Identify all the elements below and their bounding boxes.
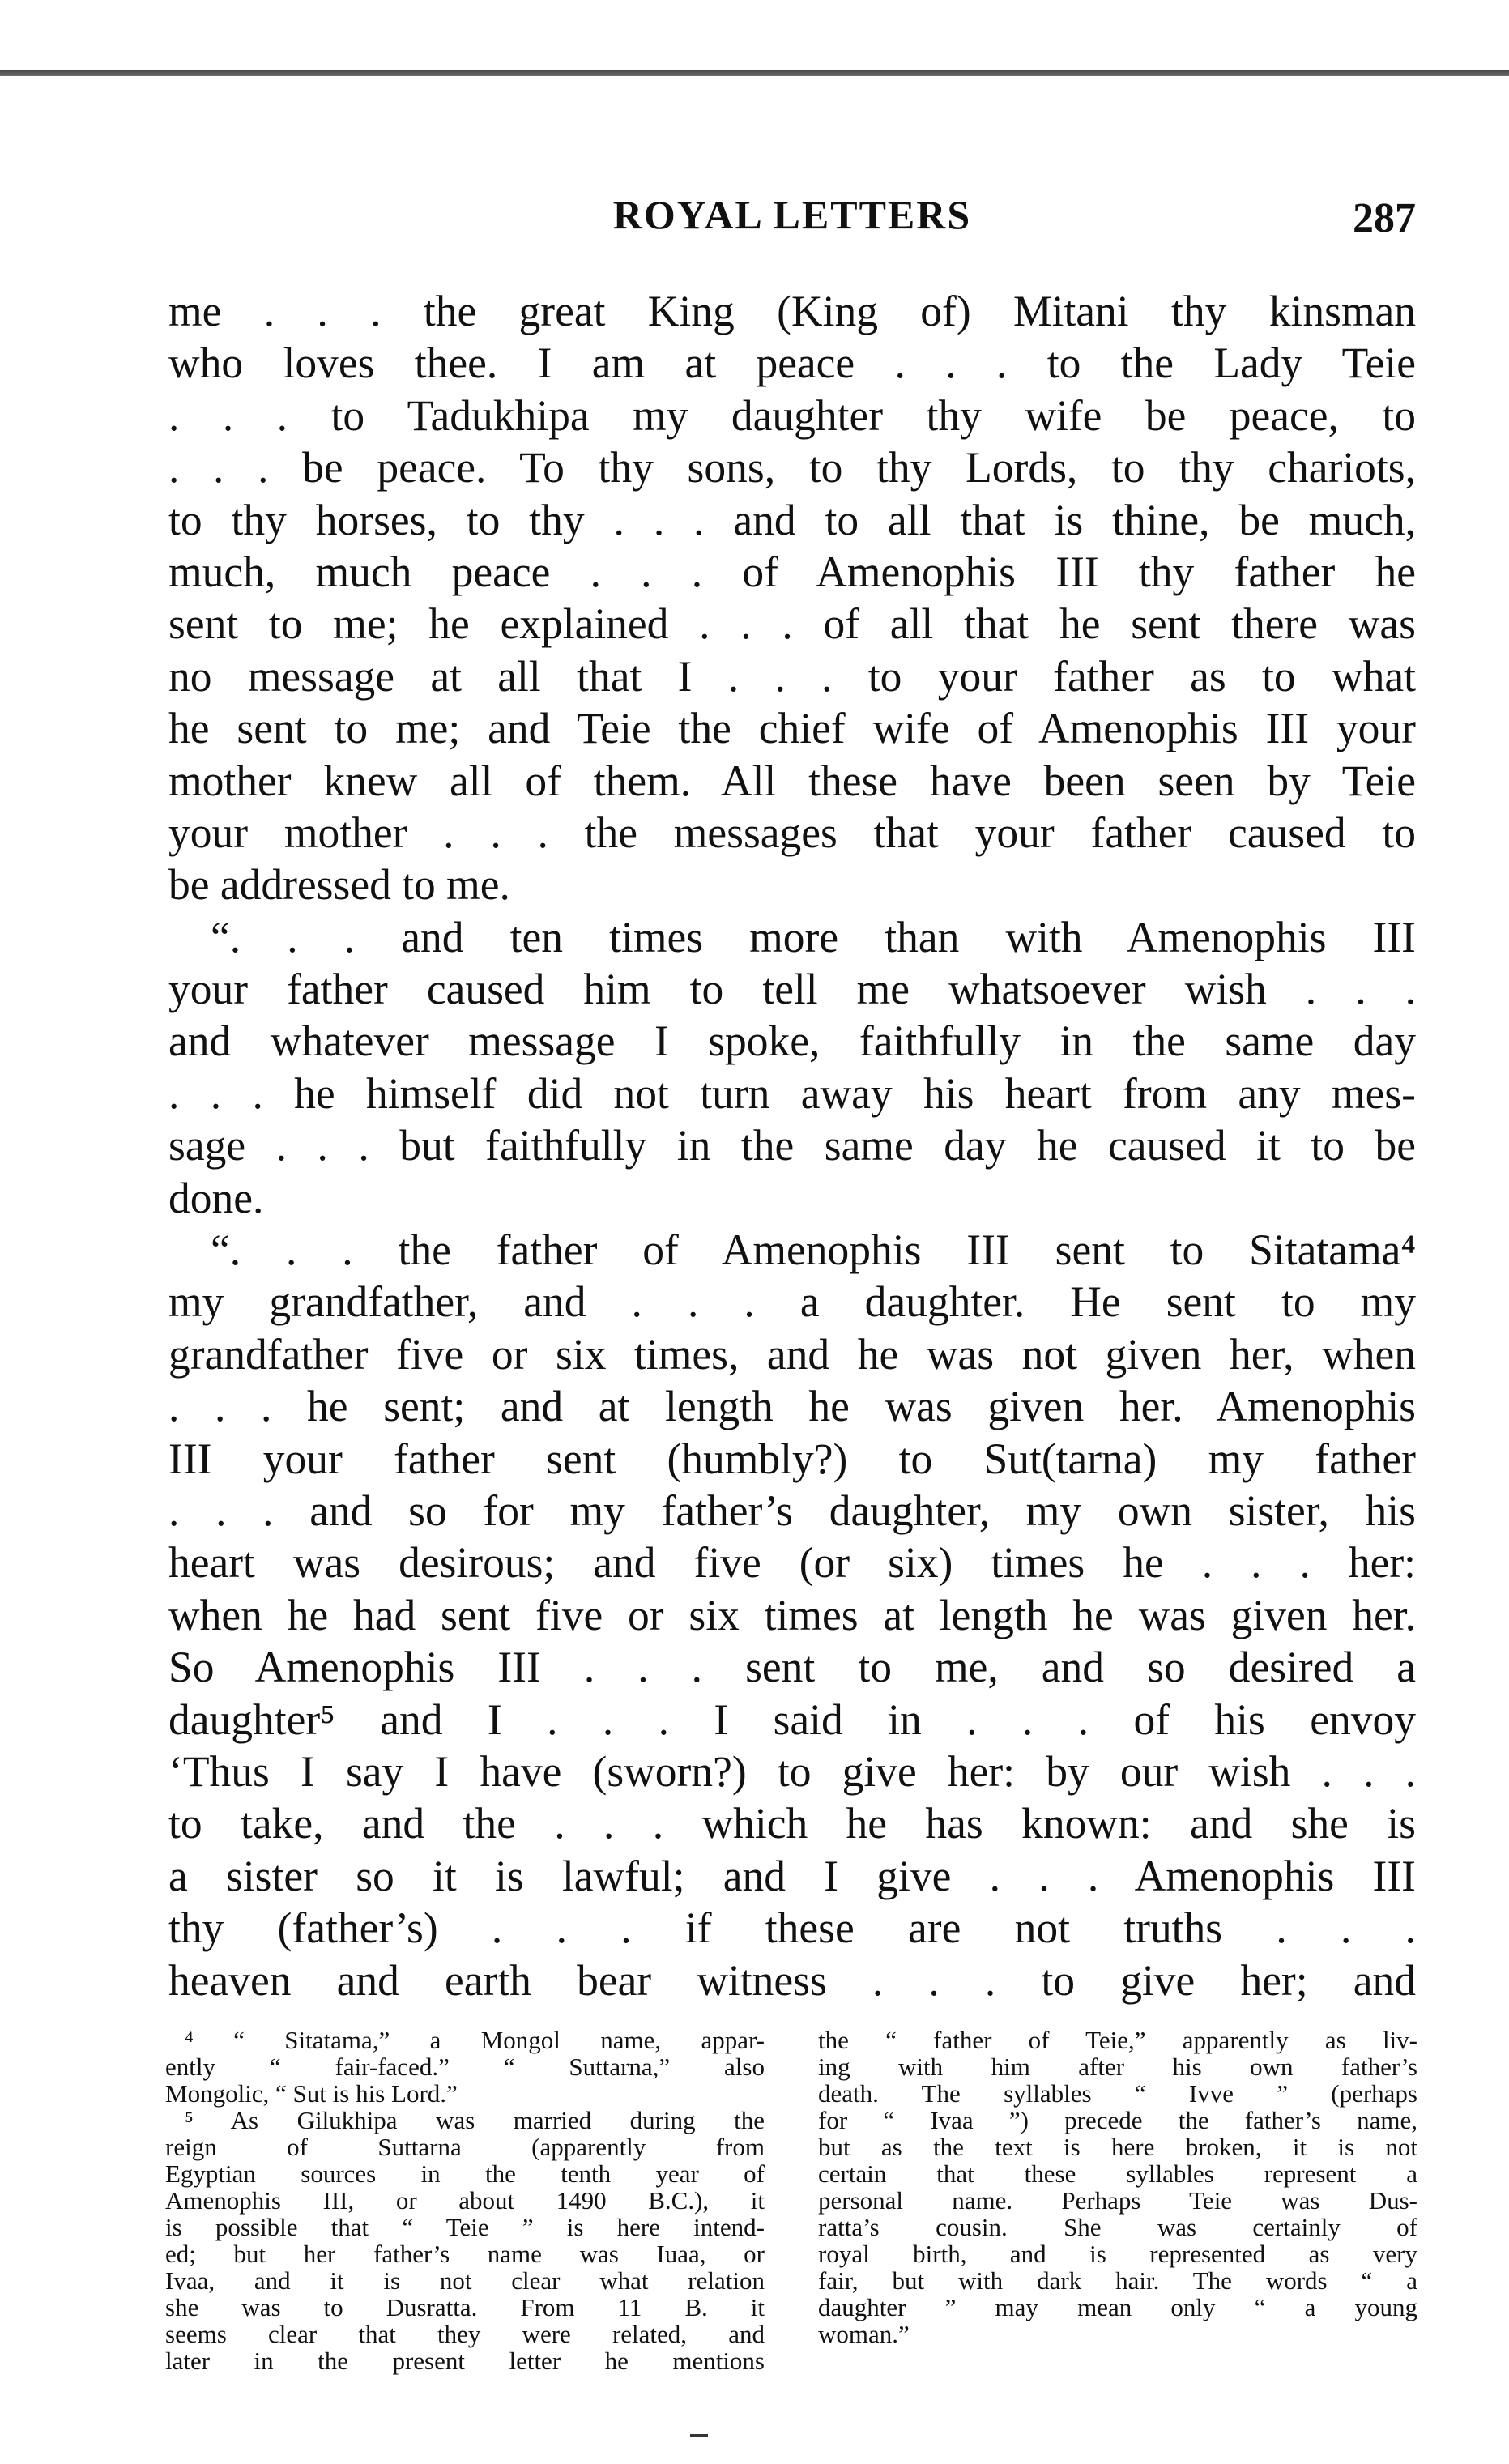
text-line: III your father sent (humbly?) to Sut(tarna) my father — [168, 1434, 1416, 1483]
text-line: mother knew all of them. All these have been seen by Teie — [168, 756, 1416, 805]
footnote-line: fair, but with dark hair. The words “ a — [818, 2266, 1417, 2295]
text-line: heart was desirous; and five (or six) times he . . . her: — [168, 1538, 1416, 1588]
footnotes-right-column — [818, 2027, 1417, 2347]
text-line: no message at all that I . . . to your father as to what — [168, 651, 1416, 701]
footnote-line: Egyptian sources in the tenth year of — [165, 2159, 765, 2188]
text-line: your father caused him to tell me whatsoever wish . . . — [168, 965, 1416, 1014]
footnote-line: Ivaa, and it is not clear what relation — [165, 2266, 765, 2295]
text-line: to take, and the . . . which he has known: and she is — [168, 1799, 1416, 1848]
text-line: who loves thee. I am at peace . . . to the Lady Teie — [168, 339, 1416, 388]
footnote-line: Amenophis III, or about 1490 B.C.), it — [165, 2186, 765, 2215]
footnote-line: daughter ” may mean only “ a young — [818, 2293, 1417, 2321]
footnote-line: certain that these syllables represent a — [818, 2159, 1417, 2188]
text-line: me . . . the great King (King of) Mitani thy kinsman — [168, 287, 1416, 335]
text-line: be addressed to me. — [168, 860, 510, 910]
text-line: and whatever message I spoke, faithfully in the same day — [168, 1017, 1416, 1066]
footnote-line: ⁴ “ Sitatama,” a Mongol name, appar- — [185, 2026, 765, 2054]
footnote-line: but as the text is here broken, it is not — [818, 2133, 1417, 2161]
text-line: ‘Thus I say I have (sworn?) to give her: by our wish . . . — [168, 1746, 1416, 1796]
text-line: . . . he himself did not turn away his heart from any mes- — [168, 1068, 1416, 1118]
text-line: thy (father’s) . . . if these are not truths . . . — [168, 1903, 1416, 1953]
page-number: 287 — [1353, 195, 1416, 241]
footnote-line: later in the present letter he mentions — [165, 2347, 765, 2375]
text-line: . . . to Tadukhipa my daughter thy wife be peace, to — [168, 390, 1416, 440]
text-line: . . . be peace. To thy sons, to thy Lords, to thy chariots, — [168, 443, 1416, 492]
footnote-line: personal name. Perhaps Teie was Dus- — [818, 2186, 1417, 2215]
body-text — [168, 285, 1416, 2006]
footnotes-left-column — [165, 2027, 765, 2374]
bottom-mark — [690, 2434, 708, 2437]
text-line: he sent to me; and Teie the chief wife of Amenophis III your — [168, 704, 1416, 753]
text-line: a sister so it is lawful; and I give . . . Amenophis III — [168, 1851, 1416, 1900]
text-line: much, much peace . . . of Amenophis III thy father he — [168, 547, 1416, 596]
footnote-line: ently “ fair-faced.” “ Suttarna,” also — [165, 2053, 765, 2081]
top-rule — [0, 70, 1509, 76]
text-line: . . . he sent; and at length he was given her. Amenophis — [168, 1382, 1416, 1431]
text-line: So Amenophis III . . . sent to me, and so desired a — [168, 1643, 1416, 1692]
footnote-line: the “ father of Teie,” apparently as liv- — [818, 2026, 1417, 2054]
footnote-line: seems clear that they were related, and — [165, 2320, 765, 2348]
text-line: “. . . and ten times more than with Amenophis III — [211, 912, 1416, 961]
footnote-line: ed; but her father’s name was Iuaa, or — [165, 2240, 765, 2268]
text-line: when he had sent five or six times at length he was given her. — [168, 1590, 1416, 1639]
footnote-line: Mongolic, “ Sut is his Lord.” — [165, 2079, 458, 2108]
page-header — [168, 191, 1416, 243]
text-line: grandfather five or six times, and he was not given her, when — [168, 1329, 1416, 1379]
footnote-line: reign of Suttarna (apparently from — [165, 2133, 765, 2161]
footnote-line: death. The syllables “ Ivve ” (perhaps — [818, 2079, 1417, 2108]
footnote-line: is possible that “ Teie ” is here intend- — [165, 2213, 765, 2241]
footnote-line: ratta’s cousin. She was certainly of — [818, 2213, 1417, 2241]
running-head: ROYAL LETTERS — [612, 192, 972, 237]
footnote-line: woman.” — [818, 2320, 910, 2348]
text-line: . . . and so for my father’s daughter, my own sister, his — [168, 1486, 1416, 1535]
footnote-line: for “ Ivaa ”) precede the father’s name, — [818, 2106, 1417, 2134]
text-line: your mother . . . the messages that your father caused to — [168, 808, 1416, 857]
text-line: heaven and earth bear witness . . . to give her; and — [168, 1955, 1416, 2005]
text-line: daughter⁵ and I . . . I said in . . . of his envoy — [168, 1695, 1416, 1744]
text-line: my grandfather, and . . . a daughter. He sent to my — [168, 1277, 1416, 1327]
footnote-line: royal birth, and is represented as very — [818, 2240, 1417, 2268]
text-line: “. . . the father of Amenophis III sent to Sitatama⁴ — [211, 1226, 1416, 1275]
text-line: to thy horses, to thy . . . and to all that is thine, be much, — [168, 495, 1416, 544]
footnote-line: she was to Dusratta. From 11 B. it — [165, 2293, 765, 2321]
footnote-line: ing with him after his own father’s — [818, 2053, 1417, 2081]
footnote-line: ⁵ As Gilukhipa was married during the — [185, 2106, 765, 2134]
text-line: sent to me; he explained . . . of all that he sent there was — [168, 599, 1416, 649]
text-line: done. — [168, 1173, 264, 1222]
text-line: sage . . . but faithfully in the same day he caused it to be — [168, 1121, 1416, 1170]
